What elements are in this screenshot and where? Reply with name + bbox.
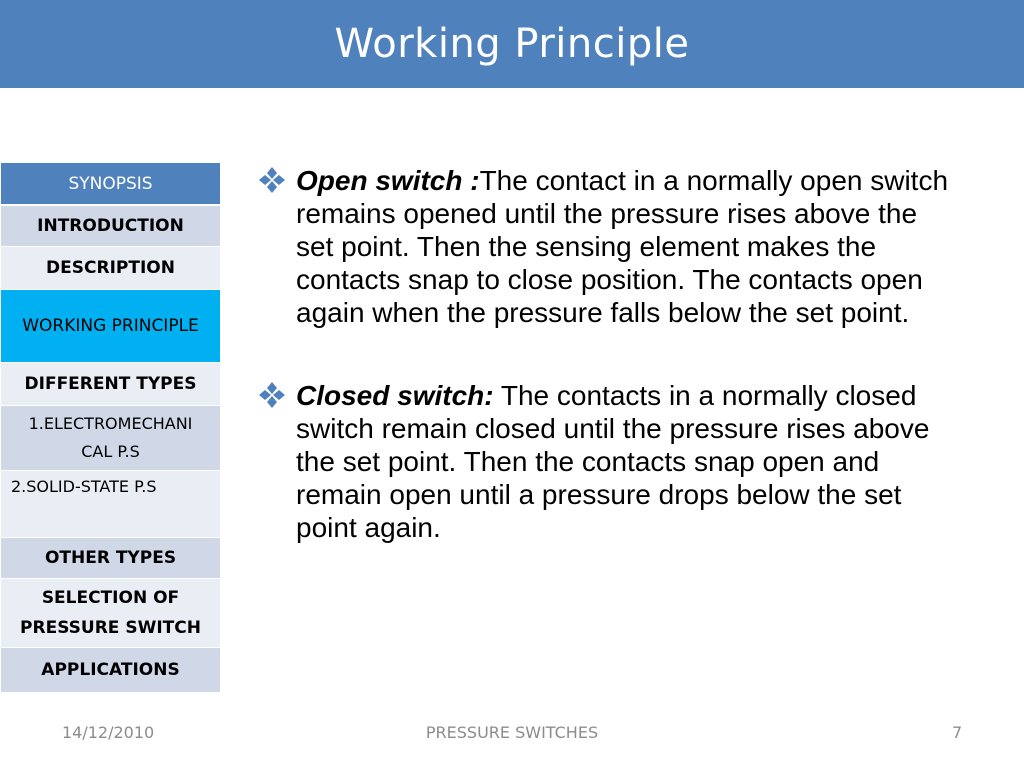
diamond-bullet-icon <box>258 381 286 409</box>
nav-item-applications[interactable]: APPLICATIONS <box>1 648 221 693</box>
nav-item-introduction[interactable]: INTRODUCTION <box>1 205 221 247</box>
bullet-text: The contacts in a normally closed switch remain closed until the pressure rises above the set point. Then the contacts snap open and remain open until a pressure drops below the set point again. <box>296 380 930 543</box>
nav-item-selection-label: SELECTION OF PRESSURE SWITCH <box>20 588 201 638</box>
footer-title: PRESSURE SWITCHES <box>425 723 599 742</box>
title-bar <box>0 0 1024 88</box>
synopsis-nav <box>0 162 221 693</box>
footer-page-number: 7 <box>952 723 963 742</box>
nav-item-working-principle[interactable]: WORKING PRINCIPLE <box>1 290 221 363</box>
nav-item-different-types[interactable]: DIFFERENT TYPES <box>1 363 221 406</box>
nav-item-solid-state[interactable]: 2.SOLID-STATE P.S <box>1 471 221 538</box>
slide-title: Working Principle <box>334 21 690 67</box>
nav-item-selection[interactable] <box>1 579 221 648</box>
bullet-term: Open switch : <box>296 165 480 196</box>
nav-item-electromechanical[interactable] <box>1 406 221 471</box>
footer-date: 14/12/2010 <box>62 723 155 742</box>
bullet-open-switch <box>258 164 958 329</box>
bullet-term: Closed switch: <box>296 380 494 411</box>
nav-item-description[interactable]: DESCRIPTION <box>1 247 221 290</box>
bullet-text: The contact in a normally open switch remains opened until the pressure rises above the set point. Then the sensing element makes the contacts snap to close position. The contacts open again when the pressure falls below the set point. <box>296 165 949 328</box>
slide-content <box>258 164 958 544</box>
nav-header-synopsis[interactable]: SYNOPSIS <box>1 163 221 206</box>
diamond-bullet-icon <box>258 166 286 194</box>
nav-item-electromechanical-label: 1.ELECTROMECHANI CAL P.S <box>28 414 193 461</box>
nav-item-other-types[interactable]: OTHER TYPES <box>1 538 221 579</box>
bullet-closed-switch <box>258 379 958 544</box>
